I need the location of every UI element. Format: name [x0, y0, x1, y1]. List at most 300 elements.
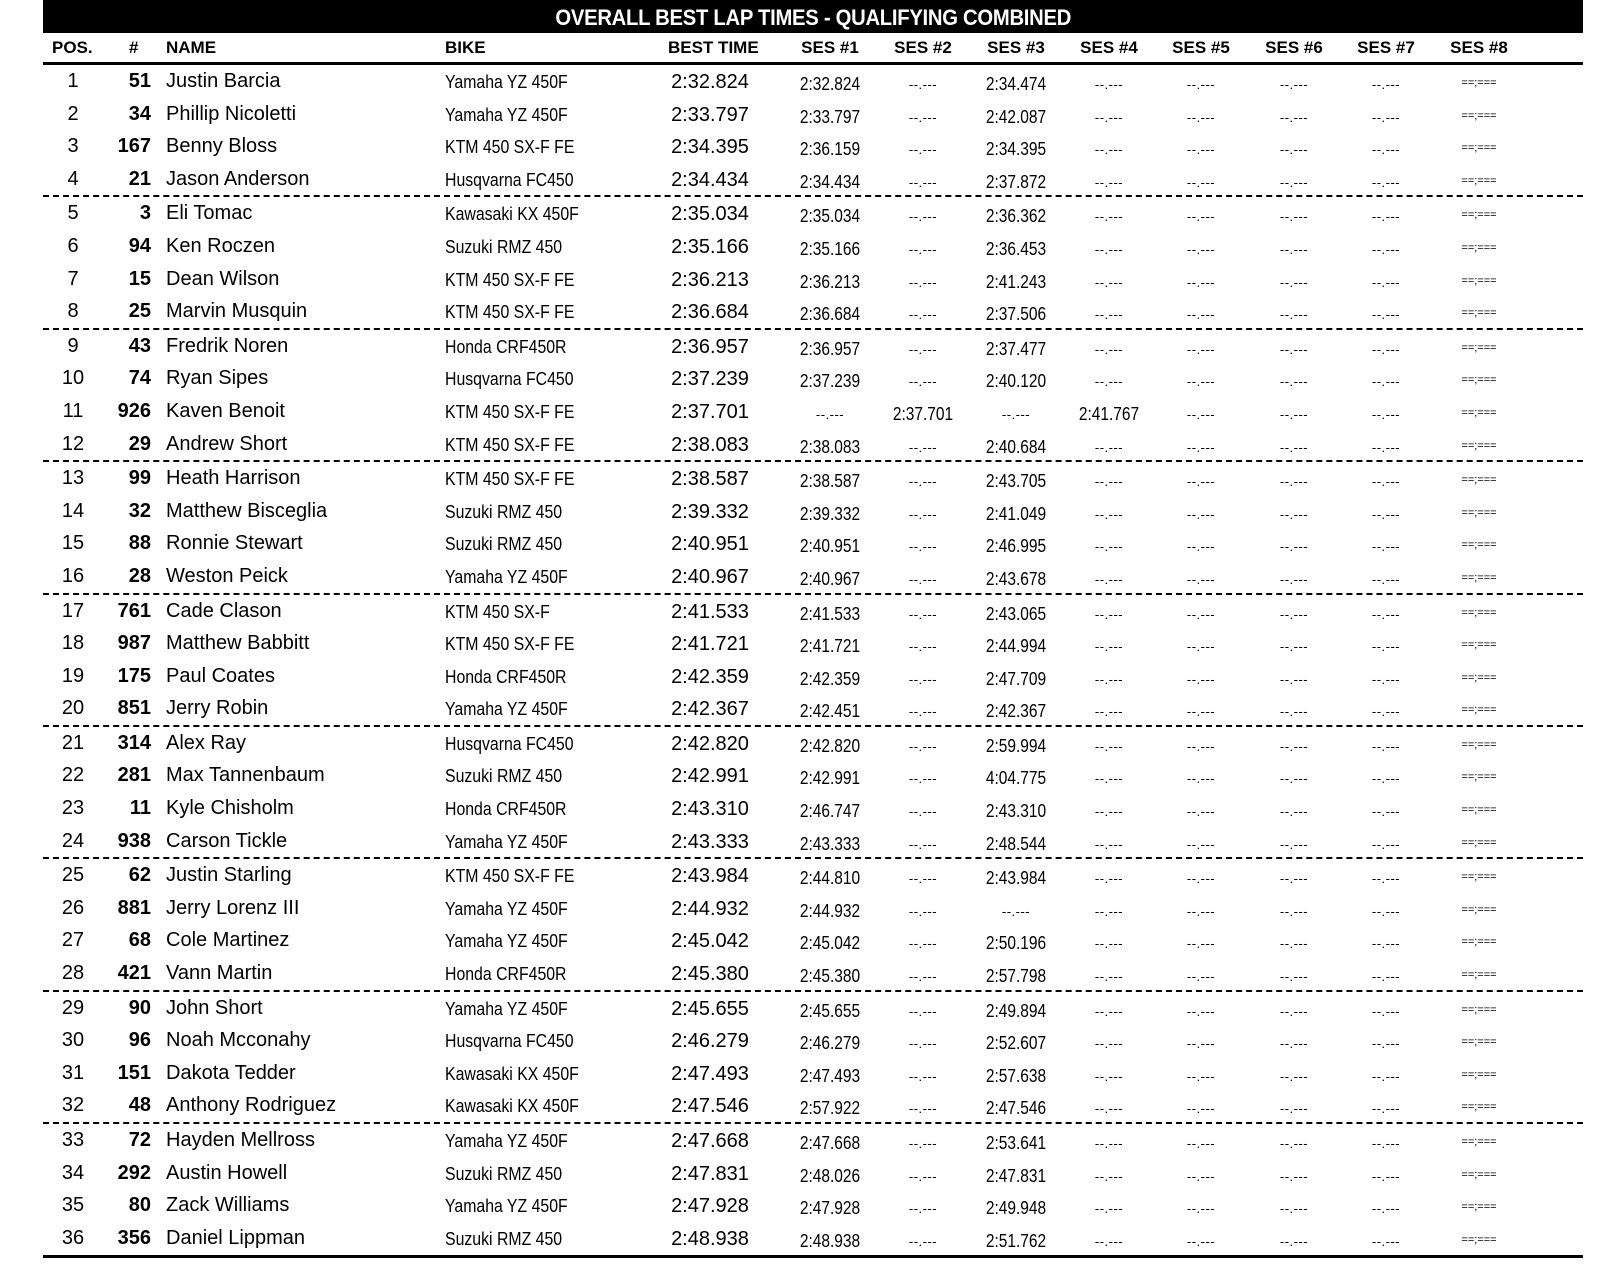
table-row [43, 163, 1583, 198]
header-name: NAME [166, 38, 217, 57]
position-cell: 9 [67, 334, 79, 357]
session-1-time-cell: 2:42.991 [799, 768, 861, 789]
session-2-time-cell: --.--- [908, 341, 938, 357]
session-4-time-cell: --.--- [1094, 936, 1124, 952]
table-row [43, 362, 1583, 395]
bike-cell: Yamaha YZ 450F [445, 104, 568, 125]
best-time-cell: 2:41.721 [671, 633, 749, 656]
session-5-time-cell: --.--- [1186, 109, 1216, 125]
table-row [43, 495, 1583, 528]
rider-name-cell: Noah Mcconahy [166, 1029, 311, 1052]
bike-cell: Honda CRF450R [445, 799, 567, 820]
position-cell: 19 [61, 664, 85, 687]
header-pos: POS. [52, 38, 93, 57]
header-ses-8: SES #8 [1450, 38, 1508, 57]
rider-name-cell: Andrew Short [166, 432, 288, 455]
session-2-time-cell: --.--- [908, 936, 938, 952]
rider-number-cell: 15 [128, 267, 151, 290]
session-1-time-cell: 2:57.922 [799, 1098, 861, 1119]
session-2-time-cell: --.--- [908, 209, 938, 225]
position-cell: 7 [67, 267, 79, 290]
position-cell: 26 [61, 896, 85, 919]
position-cell: 6 [67, 234, 79, 257]
table-row [43, 892, 1583, 925]
best-time-cell: 2:43.984 [671, 865, 749, 888]
session-4-time-cell: --.--- [1094, 109, 1124, 125]
session-2-time-cell: --.--- [908, 738, 938, 754]
session-5-time-cell: --.--- [1186, 506, 1216, 522]
session-8-time-cell: ==;=== [1461, 77, 1497, 89]
position-cell: 33 [61, 1129, 85, 1151]
session-7-time-cell: --.--- [1371, 1233, 1401, 1249]
session-2-time-cell: --.--- [908, 969, 938, 985]
session-1-time-cell: 2:41.721 [799, 636, 861, 657]
session-7-time-cell: --.--- [1371, 606, 1401, 622]
position-cell: 22 [61, 764, 85, 787]
session-1-time-cell: 2:36.213 [799, 271, 861, 292]
session-7-time-cell: --.--- [1371, 1068, 1401, 1084]
session-5-time-cell: --.--- [1186, 1003, 1216, 1019]
session-5-time-cell: --.--- [1186, 936, 1216, 952]
session-2-time-cell: --.--- [908, 274, 938, 290]
best-time-cell: 2:47.831 [671, 1162, 749, 1185]
session-5-time-cell: --.--- [1186, 1233, 1216, 1249]
results-sheet [43, 0, 1583, 1258]
session-1-time-cell: 2:42.820 [799, 735, 861, 756]
session-3-time-cell: 2:34.395 [985, 139, 1047, 160]
best-time-cell: 2:42.820 [671, 732, 749, 755]
session-4-time-cell: --.--- [1094, 871, 1124, 887]
session-1-time-cell: 2:47.493 [799, 1065, 861, 1086]
session-7-time-cell: --.--- [1371, 1003, 1401, 1019]
bike-cell: Suzuki RMZ 450 [445, 501, 563, 522]
rider-number-cell: 96 [128, 1029, 151, 1052]
session-2-time-cell: --.--- [908, 1233, 938, 1249]
best-time-cell: 2:40.951 [671, 533, 749, 556]
rider-number-cell: 62 [128, 864, 151, 887]
session-6-time-cell: --.--- [1279, 241, 1309, 257]
session-1-time-cell: 2:43.333 [799, 833, 861, 854]
session-1-time-cell: 2:40.951 [799, 536, 861, 557]
session-4-time-cell: --.--- [1094, 1136, 1124, 1151]
session-6-time-cell: --.--- [1279, 142, 1309, 158]
session-3-time-cell: 2:40.684 [985, 436, 1047, 457]
best-time-cell: 2:37.239 [671, 368, 749, 391]
results-table-body [43, 65, 1583, 1254]
session-5-time-cell: --.--- [1186, 274, 1216, 290]
rider-name-cell: Paul Coates [166, 664, 275, 687]
session-3-time-cell: 2:48.544 [985, 833, 1047, 854]
table-row [43, 130, 1583, 163]
session-6-time-cell: --.--- [1279, 571, 1309, 587]
header-ses-5: SES #5 [1172, 38, 1230, 57]
rider-number-cell: 48 [128, 1094, 151, 1117]
session-5-time-cell: --.--- [1186, 174, 1216, 190]
table-row [43, 692, 1583, 727]
position-cell: 35 [61, 1194, 85, 1217]
table-row [43, 560, 1583, 595]
session-2-time-cell: --.--- [908, 1003, 938, 1019]
best-time-cell: 2:35.166 [671, 235, 749, 258]
session-6-time-cell: --.--- [1279, 209, 1309, 225]
session-6-time-cell: --.--- [1279, 936, 1309, 952]
rider-name-cell: Phillip Nicoletti [166, 102, 297, 125]
session-2-time-cell: --.--- [908, 1068, 938, 1084]
session-5-time-cell: --.--- [1186, 241, 1216, 257]
session-4-time-cell: --.--- [1094, 1003, 1124, 1019]
session-1-time-cell: 2:44.810 [799, 868, 861, 889]
session-2-time-cell: --.--- [908, 1136, 938, 1151]
session-8-time-cell: ==;=== [1461, 439, 1497, 452]
bike-cell: KTM 450 SX-F FE [445, 269, 575, 290]
session-6-time-cell: --.--- [1279, 1168, 1309, 1184]
bike-cell: Honda CRF450R [445, 336, 567, 357]
rider-number-cell: 68 [128, 929, 151, 952]
bike-cell: Kawasaki KX 450F [445, 1096, 579, 1117]
table-row [43, 230, 1583, 263]
rider-number-cell: 29 [128, 432, 151, 455]
position-cell: 20 [61, 697, 85, 720]
session-5-time-cell: --.--- [1186, 1101, 1216, 1117]
table-row [43, 595, 1583, 628]
bike-cell: Yamaha YZ 450F [445, 699, 568, 720]
session-2-time-cell: --.--- [908, 871, 938, 887]
rider-number-cell: 28 [128, 564, 151, 587]
table-row [43, 462, 1583, 495]
rider-number-cell: 314 [117, 731, 151, 754]
session-3-time-cell: 2:37.506 [985, 304, 1047, 325]
rider-number-cell: 11 [129, 797, 151, 820]
session-3-time-cell: 2:51.762 [985, 1230, 1047, 1251]
session-7-time-cell: --.--- [1371, 374, 1401, 390]
rider-name-cell: Ronnie Stewart [166, 532, 303, 555]
rider-number-cell: 151 [117, 1061, 151, 1084]
best-time-cell: 2:39.332 [671, 500, 749, 523]
best-time-cell: 2:34.434 [671, 168, 749, 191]
session-8-time-cell: ==;=== [1461, 606, 1497, 619]
table-row [43, 428, 1583, 463]
session-4-time-cell: --.--- [1094, 1168, 1124, 1184]
session-8-time-cell: ==;=== [1461, 871, 1497, 884]
session-8-time-cell: ==;=== [1461, 1101, 1497, 1114]
session-3-time-cell: 2:52.607 [985, 1033, 1047, 1054]
session-4-time-cell: --.--- [1094, 474, 1124, 490]
session-8-time-cell: ==;=== [1461, 804, 1497, 817]
session-8-time-cell: ==;=== [1461, 1036, 1497, 1049]
session-2-time-cell: --.--- [908, 1168, 938, 1184]
session-5-time-cell: --.--- [1186, 539, 1216, 555]
bike-cell: KTM 450 SX-F [445, 601, 550, 622]
session-5-time-cell: --.--- [1186, 439, 1216, 455]
table-row [43, 330, 1583, 363]
position-cell: 21 [61, 731, 85, 754]
session-8-time-cell: ==;=== [1461, 969, 1497, 982]
position-cell: 16 [61, 564, 85, 587]
session-2-time-cell: --.--- [908, 836, 938, 852]
session-1-time-cell: 2:39.332 [799, 503, 861, 524]
session-7-time-cell: --.--- [1371, 639, 1401, 655]
session-8-time-cell: ==;=== [1461, 307, 1497, 320]
bike-cell: Yamaha YZ 450F [445, 72, 568, 92]
session-1-time-cell: 2:37.239 [799, 371, 861, 392]
bike-cell: Yamaha YZ 450F [445, 998, 568, 1019]
rider-name-cell: Alex Ray [166, 731, 247, 754]
bike-cell: Yamaha YZ 450F [445, 898, 568, 919]
session-7-time-cell: --.--- [1371, 804, 1401, 820]
bike-cell: Honda CRF450R [445, 666, 567, 687]
best-time-cell: 2:42.991 [671, 765, 749, 788]
session-7-time-cell: --.--- [1371, 571, 1401, 587]
session-1-time-cell: 2:48.938 [799, 1230, 861, 1251]
session-8-time-cell: ==;=== [1461, 474, 1497, 487]
best-time-cell: 2:47.668 [671, 1130, 749, 1152]
bike-cell: Husqvarna FC450 [445, 169, 574, 190]
session-4-time-cell: --.--- [1094, 374, 1124, 390]
best-time-cell: 2:45.042 [671, 930, 749, 953]
session-7-time-cell: --.--- [1371, 671, 1401, 687]
rider-number-cell: 99 [128, 467, 151, 490]
session-4-time-cell: --.--- [1094, 1036, 1124, 1052]
session-6-time-cell: --.--- [1279, 606, 1309, 622]
rider-name-cell: Heath Harrison [166, 467, 301, 490]
session-8-time-cell: ==;=== [1461, 671, 1497, 684]
session-4-time-cell: --.--- [1094, 142, 1124, 158]
session-4-time-cell: --.--- [1094, 1201, 1124, 1217]
best-time-cell: 2:43.310 [671, 798, 749, 821]
session-1-time-cell: 2:46.279 [799, 1033, 861, 1054]
session-5-time-cell: --.--- [1186, 341, 1216, 357]
rider-name-cell: Cole Martinez [166, 929, 290, 952]
rider-name-cell: Jason Anderson [166, 167, 310, 190]
table-row [43, 65, 1583, 98]
rider-number-cell: 3 [139, 202, 151, 225]
session-2-time-cell: --.--- [908, 474, 938, 490]
session-3-time-cell: 2:37.872 [985, 171, 1047, 192]
session-4-time-cell: 2:41.767 [1078, 403, 1140, 424]
session-3-time-cell: 2:42.367 [985, 701, 1047, 722]
session-7-time-cell: --.--- [1371, 836, 1401, 852]
rider-number-cell: 175 [117, 664, 151, 687]
bike-cell: Husqvarna FC450 [445, 733, 574, 754]
bike-cell: Kawasaki KX 450F [445, 1063, 579, 1084]
session-1-time-cell: 2:35.034 [799, 206, 861, 227]
rider-number-cell: 51 [128, 70, 151, 92]
position-cell: 14 [61, 499, 85, 522]
session-2-time-cell: --.--- [908, 1036, 938, 1052]
bike-cell: Yamaha YZ 450F [445, 1196, 568, 1217]
rider-name-cell: Max Tannenbaum [166, 764, 325, 787]
session-6-time-cell: --.--- [1279, 506, 1309, 522]
rider-name-cell: Dakota Tedder [166, 1061, 296, 1084]
session-6-time-cell: --.--- [1279, 639, 1309, 655]
best-time-cell: 2:36.957 [671, 335, 749, 358]
session-5-time-cell: --.--- [1186, 969, 1216, 985]
session-6-time-cell: --.--- [1279, 374, 1309, 390]
header-ses-6: SES #6 [1265, 38, 1323, 57]
best-time-cell: 2:36.213 [671, 268, 749, 291]
session-8-time-cell: ==;=== [1461, 406, 1497, 419]
position-cell: 11 [62, 399, 84, 422]
session-7-time-cell: --.--- [1371, 109, 1401, 125]
session-4-time-cell: --.--- [1094, 77, 1124, 92]
rider-name-cell: Matthew Bisceglia [166, 499, 328, 522]
session-6-time-cell: --.--- [1279, 836, 1309, 852]
session-2-time-cell: --.--- [908, 539, 938, 555]
session-5-time-cell: --.--- [1186, 771, 1216, 787]
position-cell: 32 [61, 1094, 85, 1117]
session-7-time-cell: --.--- [1371, 274, 1401, 290]
session-8-time-cell: ==;=== [1461, 1068, 1497, 1081]
rider-number-cell: 88 [128, 532, 151, 555]
position-cell: 25 [61, 864, 85, 887]
rider-number-cell: 74 [128, 367, 151, 390]
header-ses-3: SES #3 [987, 38, 1045, 57]
bike-cell: Suzuki RMZ 450 [445, 534, 563, 555]
session-6-time-cell: --.--- [1279, 274, 1309, 290]
session-2-time-cell: --.--- [908, 174, 938, 190]
session-5-time-cell: --.--- [1186, 836, 1216, 852]
bike-cell: KTM 450 SX-F FE [445, 302, 575, 323]
rider-name-cell: Anthony Rodriguez [166, 1094, 337, 1117]
table-row [43, 859, 1583, 892]
header-number: # [129, 38, 139, 57]
session-6-time-cell: --.--- [1279, 1068, 1309, 1084]
rider-name-cell: Fredrik Noren [166, 334, 289, 357]
session-3-time-cell: 2:41.243 [985, 271, 1047, 292]
session-6-time-cell: --.--- [1279, 903, 1309, 919]
session-4-time-cell: --.--- [1094, 341, 1124, 357]
session-5-time-cell: --.--- [1186, 1201, 1216, 1217]
rider-name-cell: Kyle Chisholm [166, 797, 294, 820]
bike-cell: KTM 450 SX-F FE [445, 434, 575, 455]
session-4-time-cell: --.--- [1094, 639, 1124, 655]
rider-number-cell: 356 [117, 1226, 151, 1249]
table-row [43, 1024, 1583, 1057]
session-8-time-cell: ==;=== [1461, 1233, 1497, 1246]
best-time-cell: 2:41.533 [671, 600, 749, 623]
best-time-cell: 2:43.333 [671, 830, 749, 853]
session-7-time-cell: --.--- [1371, 474, 1401, 490]
session-6-time-cell: --.--- [1279, 804, 1309, 820]
session-8-time-cell: ==;=== [1461, 1168, 1497, 1181]
session-3-time-cell: 2:41.049 [985, 503, 1047, 524]
rider-number-cell: 21 [128, 167, 151, 190]
session-3-time-cell: 2:59.994 [985, 735, 1047, 756]
session-5-time-cell: --.--- [1186, 871, 1216, 887]
session-7-time-cell: --.--- [1371, 439, 1401, 455]
session-4-time-cell: --.--- [1094, 307, 1124, 323]
table-row [43, 295, 1583, 330]
session-5-time-cell: --.--- [1186, 704, 1216, 720]
rider-name-cell: Ken Roczen [166, 234, 275, 257]
position-cell: 3 [67, 135, 79, 158]
session-3-time-cell: 2:43.705 [985, 471, 1047, 492]
best-time-cell: 2:32.824 [671, 71, 749, 93]
session-5-time-cell: --.--- [1186, 77, 1216, 92]
session-5-time-cell: --.--- [1186, 374, 1216, 390]
session-3-time-cell: --.--- [1001, 406, 1031, 422]
header-best-time: BEST TIME [668, 38, 759, 57]
bike-cell: Yamaha YZ 450F [445, 566, 568, 587]
session-4-time-cell: --.--- [1094, 1101, 1124, 1117]
session-7-time-cell: --.--- [1371, 174, 1401, 190]
rider-number-cell: 94 [128, 234, 151, 257]
best-time-cell: 2:48.938 [671, 1227, 749, 1250]
rider-number-cell: 72 [128, 1129, 151, 1151]
table-row [43, 992, 1583, 1025]
session-1-time-cell: 2:36.957 [799, 338, 861, 359]
session-7-time-cell: --.--- [1371, 539, 1401, 555]
best-time-cell: 2:46.279 [671, 1030, 749, 1053]
session-3-time-cell: 2:47.546 [985, 1098, 1047, 1119]
session-8-time-cell: ==;=== [1461, 704, 1497, 717]
session-1-time-cell: 2:47.668 [799, 1133, 861, 1153]
session-2-time-cell: --.--- [908, 771, 938, 787]
session-4-time-cell: --.--- [1094, 969, 1124, 985]
best-time-cell: 2:45.380 [671, 963, 749, 986]
session-1-time-cell: 2:45.655 [799, 1000, 861, 1021]
rider-number-cell: 43 [128, 334, 151, 357]
report-title-bar [43, 0, 1583, 33]
session-3-time-cell: 2:53.641 [985, 1133, 1047, 1153]
session-8-time-cell: ==;=== [1461, 571, 1497, 584]
best-time-cell: 2:35.034 [671, 203, 749, 226]
session-8-time-cell: ==;=== [1461, 936, 1497, 949]
session-3-time-cell: 2:36.362 [985, 206, 1047, 227]
position-cell: 8 [67, 300, 79, 323]
rider-number-cell: 926 [117, 399, 151, 422]
session-5-time-cell: --.--- [1186, 804, 1216, 820]
position-cell: 36 [61, 1226, 85, 1249]
session-6-time-cell: --.--- [1279, 77, 1309, 92]
table-row [43, 98, 1583, 131]
session-1-time-cell: 2:36.159 [799, 139, 861, 160]
session-8-time-cell: ==;=== [1461, 142, 1497, 155]
bike-cell: KTM 450 SX-F FE [445, 634, 575, 655]
best-time-cell: 2:47.546 [671, 1095, 749, 1118]
position-cell: 23 [61, 797, 85, 820]
best-time-cell: 2:42.367 [671, 698, 749, 721]
session-5-time-cell: --.--- [1186, 639, 1216, 655]
rider-name-cell: Matthew Babbitt [166, 632, 310, 655]
session-3-time-cell: 2:34.474 [985, 74, 1047, 94]
table-row [43, 957, 1583, 992]
session-1-time-cell: 2:44.932 [799, 900, 861, 921]
table-row [43, 924, 1583, 957]
rider-number-cell: 80 [128, 1194, 151, 1217]
position-cell: 24 [61, 829, 85, 852]
table-row [43, 1089, 1583, 1124]
session-3-time-cell: 2:57.798 [985, 966, 1047, 987]
bike-cell: Yamaha YZ 450F [445, 931, 568, 952]
session-6-time-cell: --.--- [1279, 1036, 1309, 1052]
session-1-time-cell: --.--- [815, 406, 845, 422]
session-5-time-cell: --.--- [1186, 209, 1216, 225]
position-cell: 12 [61, 432, 85, 455]
session-3-time-cell: 2:49.948 [985, 1198, 1047, 1219]
session-4-time-cell: --.--- [1094, 606, 1124, 622]
session-8-time-cell: ==;=== [1461, 738, 1497, 751]
best-time-cell: 2:47.493 [671, 1062, 749, 1085]
rider-name-cell: Kaven Benoit [166, 399, 285, 422]
session-3-time-cell: 2:37.477 [985, 338, 1047, 359]
session-6-time-cell: --.--- [1279, 174, 1309, 190]
session-2-time-cell: --.--- [908, 704, 938, 720]
position-cell: 5 [67, 202, 79, 225]
session-1-time-cell: 2:45.380 [799, 966, 861, 987]
rider-number-cell: 881 [117, 896, 151, 919]
session-3-time-cell: 2:47.831 [985, 1165, 1047, 1186]
